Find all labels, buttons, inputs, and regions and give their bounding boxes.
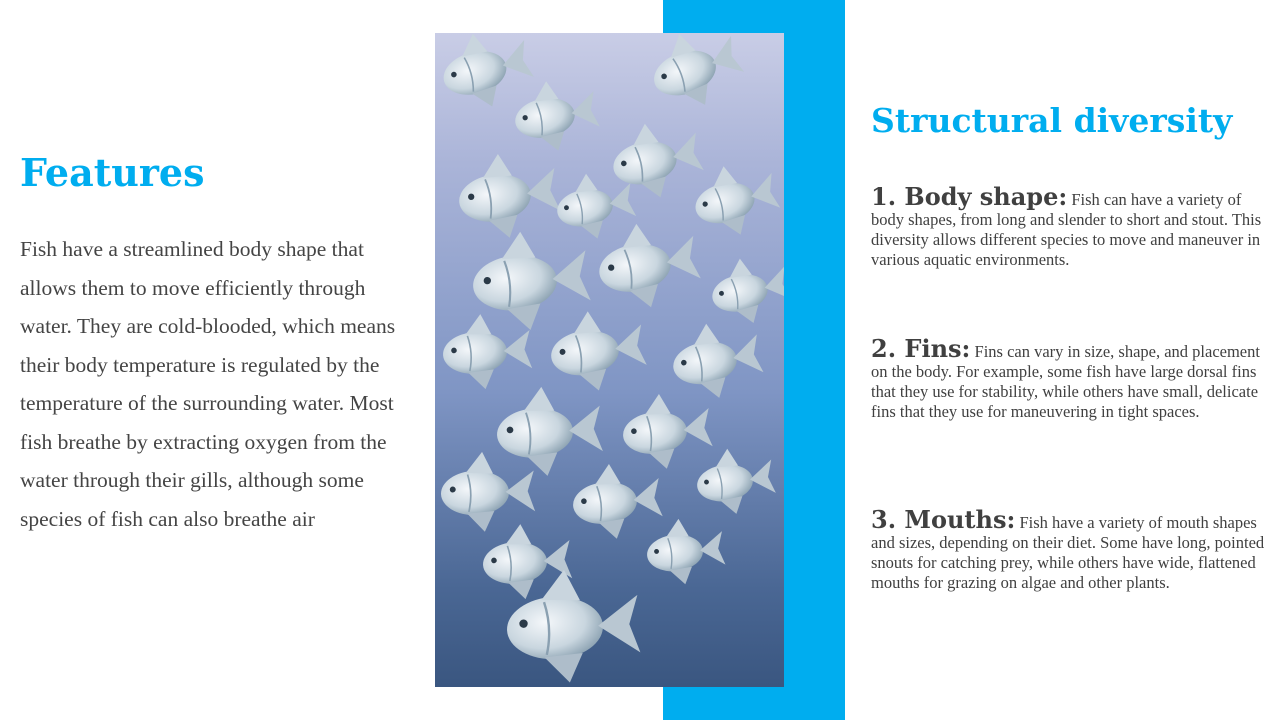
- point-heading: 2. Fins:: [871, 334, 971, 363]
- point-text: Fish have a variety of mouth shapes and sizes, depending on their diet. Some have long, pointed snouts for catching prey, while others have wide, flattened mouths for grazing on algae and other plants.: [871, 513, 1265, 592]
- structural-diversity-title: Structural diversity: [871, 101, 1233, 140]
- point-text: Fins can vary in size, shape, and placement on the body. For example, some fish have large dorsal fins that they use for stability, while others have small, delicate fins that they use for maneuvering in tight spaces.: [871, 342, 1260, 421]
- school-of-fish-photo: [435, 33, 784, 687]
- point-heading: 1. Body shape:: [871, 182, 1068, 211]
- point-heading: 3. Mouths:: [871, 505, 1016, 534]
- point-mouths: [871, 505, 1266, 593]
- point-body-shape: [871, 182, 1266, 270]
- point-fins: [871, 334, 1266, 422]
- fish-illustration: [435, 33, 784, 687]
- features-title: Features: [20, 150, 205, 195]
- point-text: Fish can have a variety of body shapes, from long and slender to short and stout. This diversity allows different species to move and maneuver in various aquatic environments.: [871, 190, 1262, 269]
- features-description: Fish have a streamlined body shape that allows them to move efficiently through water. They are cold-blooded, which means their body temperature is regulated by the temperature of the surrounding water. Most fish breathe by extracting oxygen from the water through their gills, although some species of fish can also breathe air: [20, 237, 396, 531]
